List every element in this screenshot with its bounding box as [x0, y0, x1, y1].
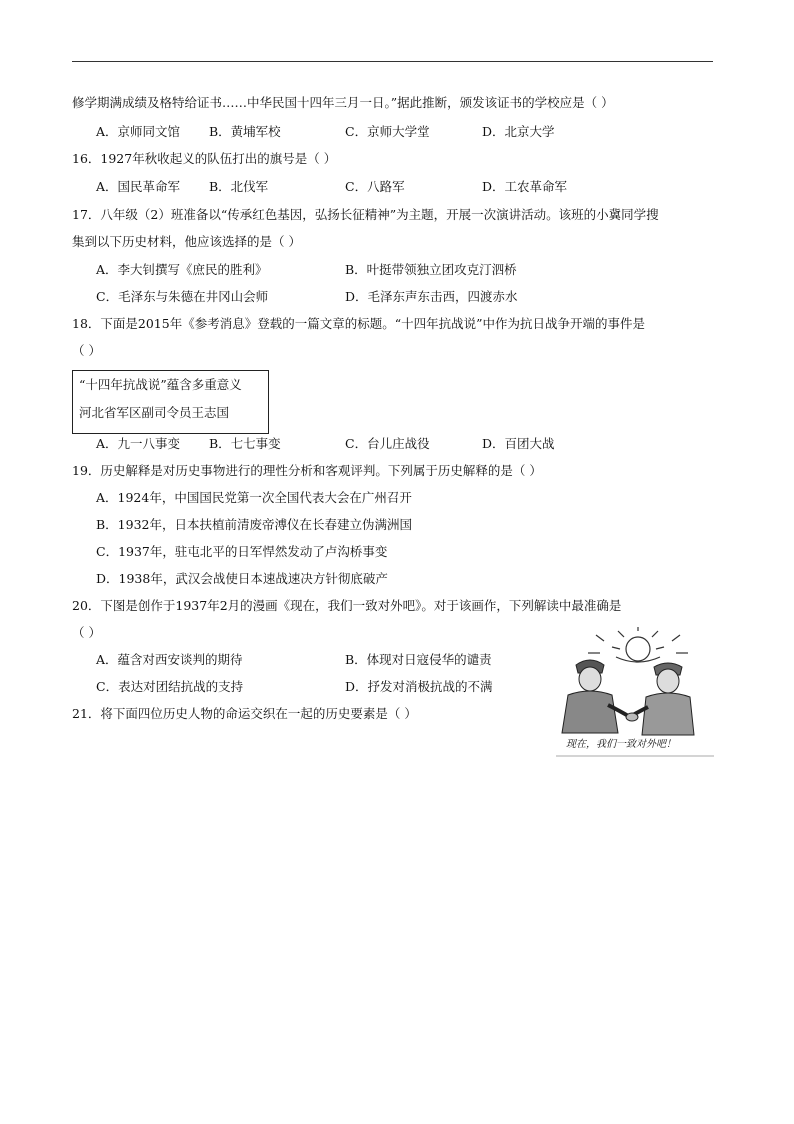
q18-option-c[interactable]: C．台儿庄战役: [345, 436, 430, 451]
header-rule: [72, 61, 713, 62]
q20-stem-line2: （ ）: [72, 625, 101, 640]
q19-option-a[interactable]: A．1924年，中国国民党第一次全国代表大会在广州召开: [96, 490, 412, 505]
q15-stem-tail: 修学期满成绩及格特给证书……中华民国十四年三月一日。”据此推断，颁发该证书的学校应是（ ）: [72, 95, 614, 110]
q18-option-d[interactable]: D．百团大战: [482, 436, 555, 451]
q17-option-b[interactable]: B．叶挺带领独立团攻克汀泗桥: [345, 262, 517, 277]
q16-option-b[interactable]: B．北伐军: [209, 179, 269, 194]
cartoon-figure: [556, 627, 714, 757]
headline-box: [72, 370, 269, 434]
q19-option-c[interactable]: C．1937年，驻屯北平的日军悍然发动了卢沟桥事变: [96, 544, 388, 559]
cartoon-caption: 现在，我们一致对外吧！: [566, 739, 676, 750]
q20-option-c[interactable]: C．表达对团结抗战的支持: [96, 679, 244, 694]
headline-author: 河北省军区副司令员王志国: [79, 405, 230, 420]
q15-option-a[interactable]: A．京师同文馆: [96, 124, 181, 139]
q16-option-d[interactable]: D．工农革命军: [482, 179, 568, 194]
q15-option-d[interactable]: D．北京大学: [482, 124, 555, 139]
q17-option-c[interactable]: C．毛泽东与朱德在井冈山会师: [96, 289, 269, 304]
q19-option-b[interactable]: B．1932年，日本扶植前清废帝溥仪在长春建立伪满洲国: [96, 517, 412, 532]
q20-option-a[interactable]: A．蕴含对西安谈判的期待: [96, 652, 243, 667]
q20-option-d[interactable]: D．抒发对消极抗战的不满: [345, 679, 493, 694]
q15-option-c[interactable]: C．京师大学堂: [345, 124, 430, 139]
q17-stem-line2: 集到以下历史材料，他应该选择的是（ ）: [72, 234, 301, 249]
q16-option-c[interactable]: C．八路军: [345, 179, 405, 194]
q19-stem: 19．历史解释是对历史事物进行的理性分析和客观评判。下列属于历史解释的是（ ）: [72, 463, 542, 478]
q17-option-a[interactable]: A．李大钊撰写《庶民的胜利》: [96, 262, 268, 277]
q17-stem-line1: 17．八年级（2）班准备以“传承红色基因，弘扬长征精神”为主题，开展一次演讲活动。该班的小冀同学搜: [72, 207, 659, 222]
q16-stem: 16．1927年秋收起义的队伍打出的旗号是（ ）: [72, 151, 337, 166]
q16-option-a[interactable]: A．国民革命军: [96, 179, 181, 194]
q20-option-b[interactable]: B．体现对日寇侵华的谴责: [345, 652, 492, 667]
q19-option-d[interactable]: D．1938年，武汉会战使日本速战速决方针彻底破产: [96, 571, 388, 586]
q18-stem-line1: 18．下面是2015年《参考消息》登载的一篇文章的标题。“十四年抗战说”中作为抗日战争开端的事件是: [72, 316, 645, 331]
q20-stem-line1: 20．下图是创作于1937年2月的漫画《现在，我们一致对外吧》。对于该画作，下列解读中最准确是: [72, 598, 622, 613]
q17-option-d[interactable]: D．毛泽东声东击西，四渡赤水: [345, 289, 518, 304]
q18-option-a[interactable]: A．九一八事变: [96, 436, 181, 451]
cartoon-drawing: [556, 627, 714, 757]
q21-stem: 21．将下面四位历史人物的命运交织在一起的历史要素是（ ）: [72, 706, 417, 721]
headline-title: “十四年抗战说”蕴含多重意义: [79, 377, 242, 392]
q18-stem-line2: （ ）: [72, 343, 101, 358]
q18-option-b[interactable]: B．七七事变: [209, 436, 281, 451]
q15-option-b[interactable]: B．黄埔军校: [209, 124, 281, 139]
